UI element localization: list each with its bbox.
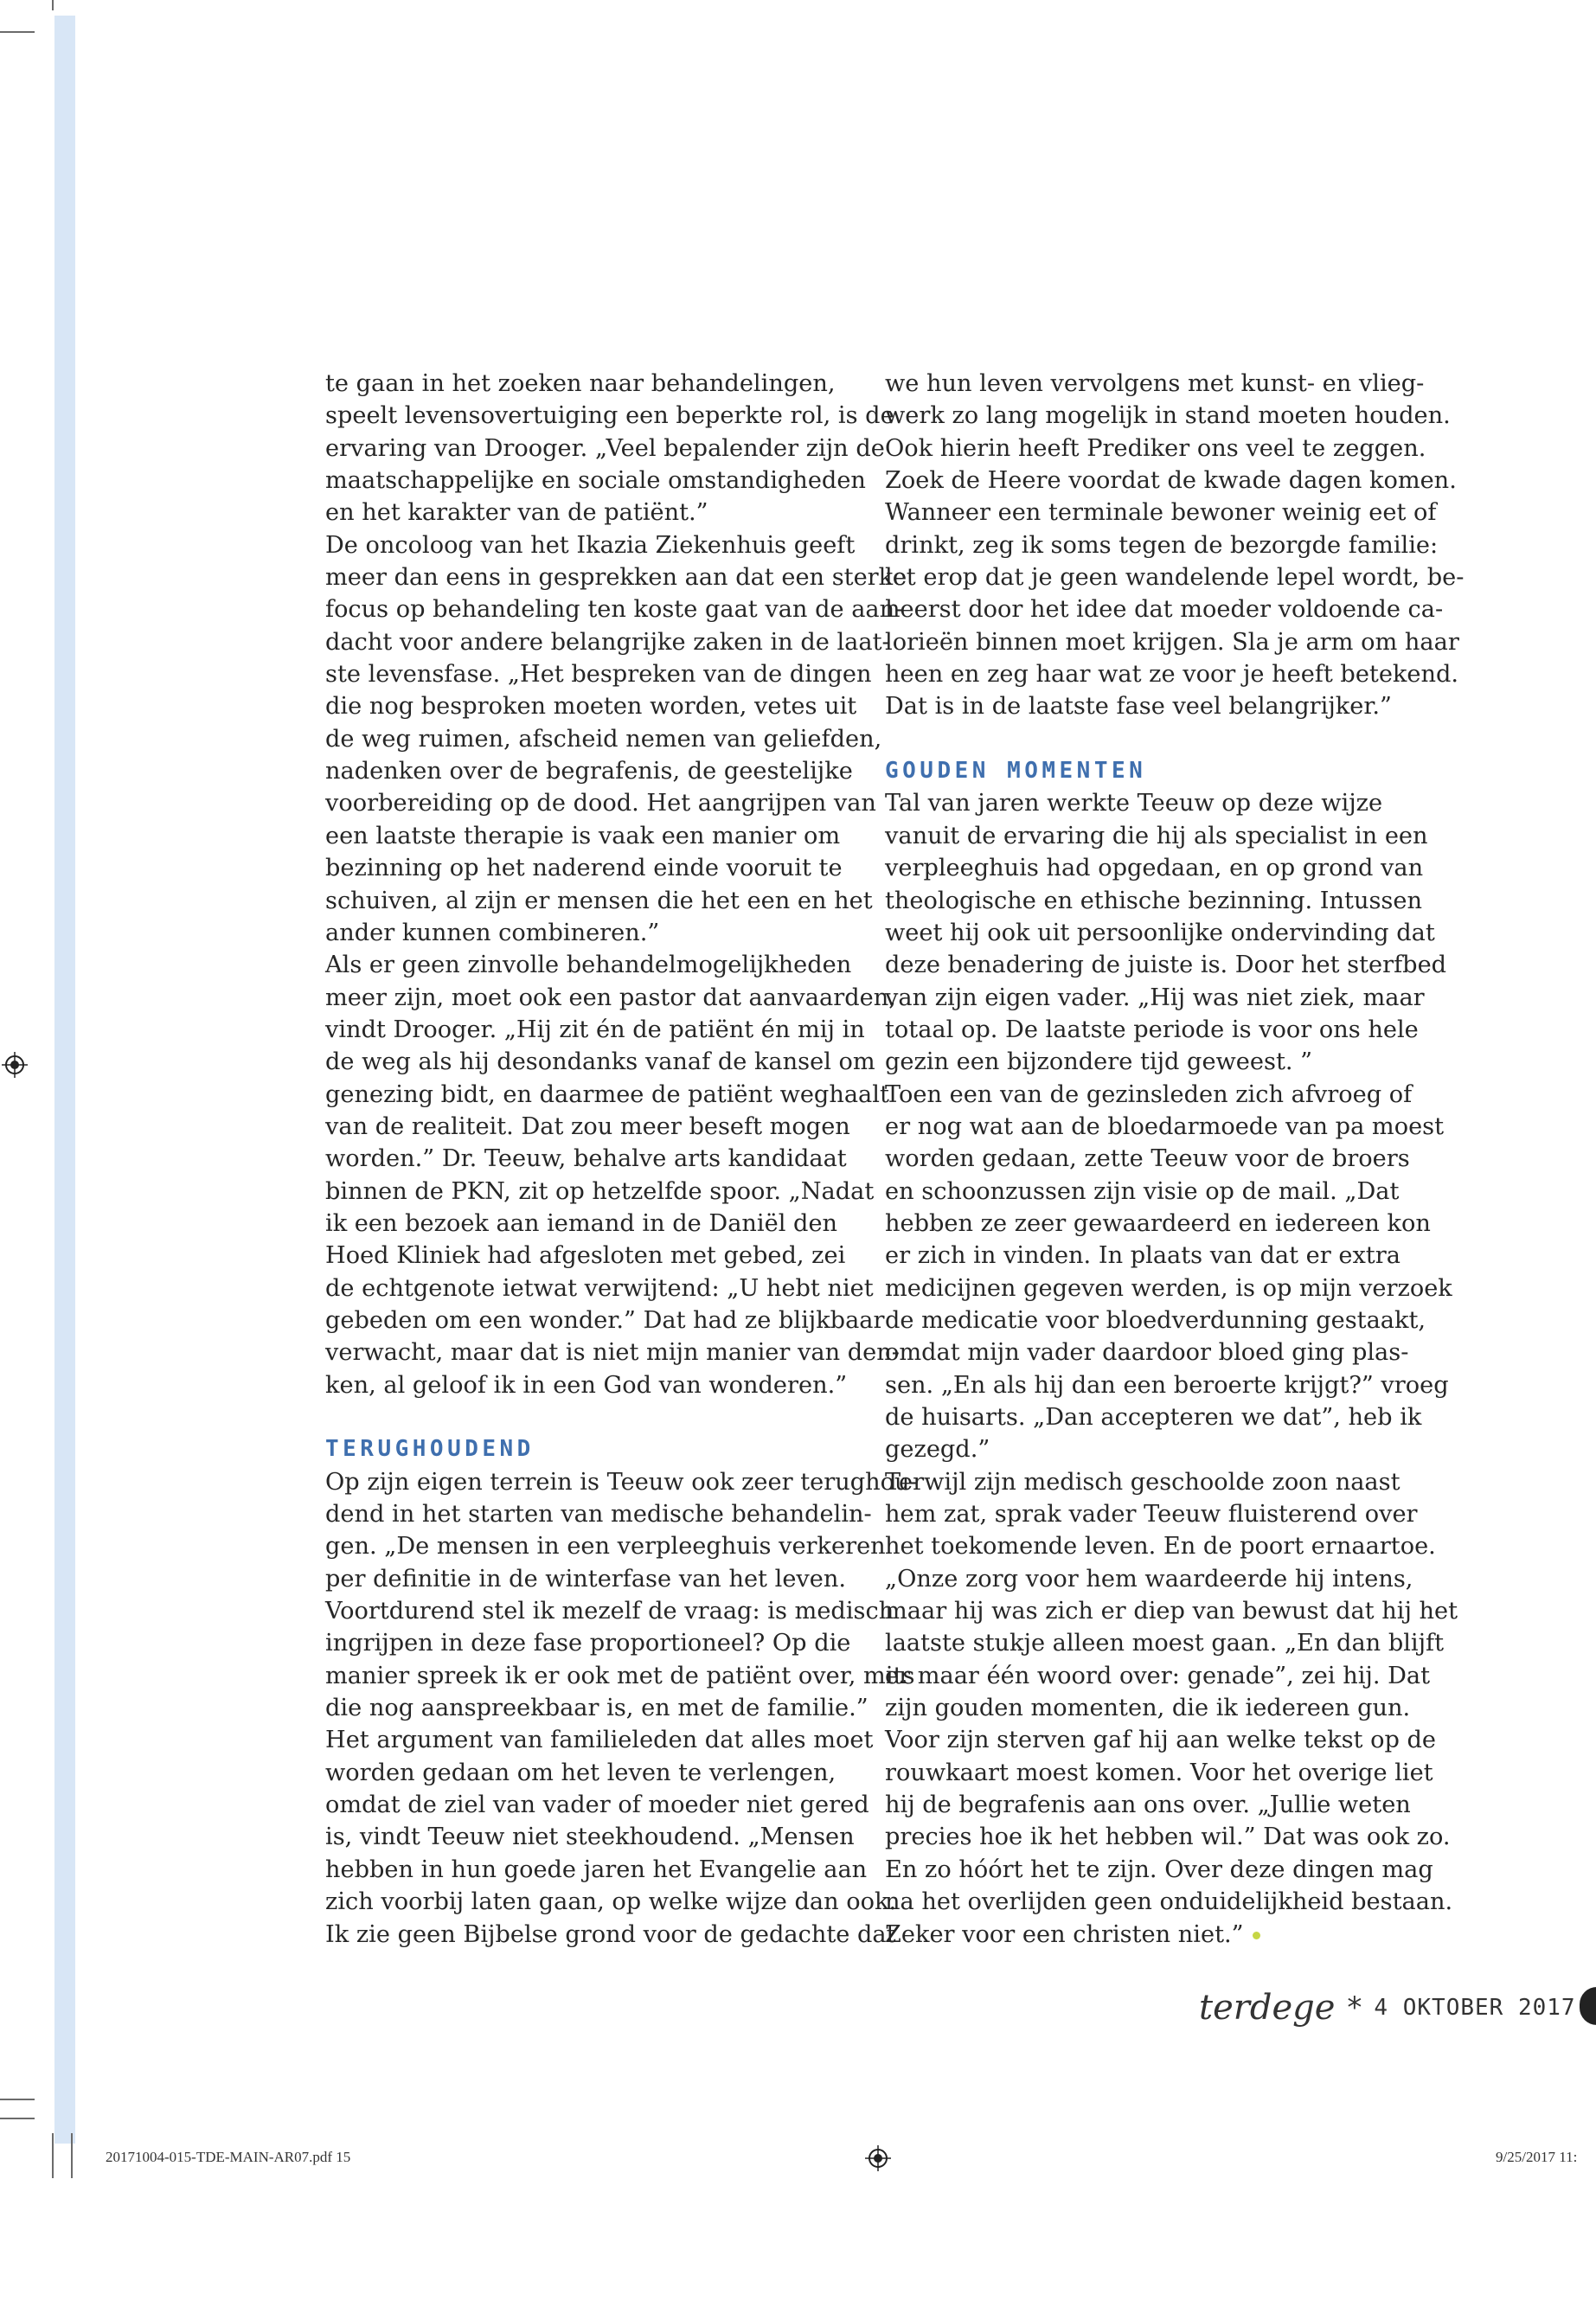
text-line: meer dan eens in gesprekken aan dat een sterke (325, 564, 907, 592)
text-line: Tal van jaren werkte Teeuw op deze wijze (885, 790, 1383, 817)
text-line: voorbereiding op de dood. Het aangrijpen van (325, 790, 876, 817)
text-line: de echtgenote ietwat verwijtend: „U hebt niet (325, 1274, 874, 1302)
text-line: die nog besproken moeten worden, vetes uit (325, 693, 857, 721)
text-line: weet hij ook uit persoonlijke ondervinding dat (885, 919, 1435, 946)
text-line: vindt Drooger. „Hij zit én de patiënt én mij in (325, 1016, 865, 1043)
text-line: bezinning op het naderend einde vooruit te (325, 855, 843, 882)
text-line: precies hoe ik het hebben wil.” Dat was ook zo. (885, 1823, 1451, 1851)
text-line: lorieën binnen moet krijgen. Sla je arm om haar (885, 628, 1459, 656)
text-line: de weg als hij desondanks vanaf de kansel om (325, 1048, 875, 1076)
text-line: Hoed Kliniek had afgesloten met gebed, zei (325, 1242, 846, 1270)
text-line: een laatste therapie is vaak een manier om (325, 822, 841, 849)
text-line: en schoonzussen zijn visie op de mail. „Dat (885, 1177, 1400, 1205)
text-line: De oncoloog van het Ikazia Ziekenhuis geeft (325, 531, 856, 559)
text-line: Voor zijn sterven gaf hij aan welke tekst op de (885, 1727, 1437, 1754)
text-line: ervaring van Drooger. „Veel bepalender zijn de (325, 434, 885, 462)
text-line: worden gedaan om het leven te verlengen, (325, 1759, 836, 1786)
crop-mark (52, 0, 54, 10)
text-line: omdat mijn vader daardoor bloed ging plas- (885, 1339, 1409, 1367)
print-slug-timestamp: 9/25/2017 11: (1496, 2149, 1578, 2165)
text-line: gezin een bijzondere tijd geweest. ” (885, 1048, 1313, 1076)
text-line: Op zijn eigen terrein is Teeuw ook zeer terughou- (325, 1468, 918, 1496)
text-line: hij de begrafenis aan ons over. „Jullie weten (885, 1791, 1411, 1819)
text-line: theologische en ethische bezinning. Intussen (885, 887, 1422, 914)
page-number-tab (1580, 1987, 1596, 2025)
crop-mark (52, 2133, 54, 2178)
text-line: Als er geen zinvolle behandelmogelijkheden (325, 952, 852, 979)
text-line: worden gedaan, zette Teeuw voor de broers (885, 1145, 1410, 1173)
text-line: let erop dat je geen wandelende lepel wordt, be- (885, 564, 1465, 592)
page-footer (1199, 1986, 1576, 2029)
paragraph-block (885, 368, 1465, 723)
text-line: manier spreek ik er ook met de patiënt over, mits (325, 1662, 915, 1689)
text-line: deze benadering de juiste is. Door het sterfbed (885, 952, 1447, 979)
text-line: speelt levensovertuiging een beperkte rol, is de (325, 402, 894, 430)
text-line: drinkt, zeg ik soms tegen de bezorgde familie: (885, 531, 1439, 559)
text-line: ingrijpen in deze fase proportioneel? Op die (325, 1630, 851, 1657)
text-line: Terwijl zijn medisch geschoolde zoon naast (885, 1468, 1401, 1496)
text-line: nadenken over de begrafenis, de geestelijke (325, 758, 853, 785)
text-line: zijn gouden momenten, die ik iedereen gun. (885, 1695, 1411, 1722)
text-line: En zo hóórt het te zijn. Over deze dingen mag (885, 1856, 1433, 1883)
text-line: hebben ze zeer gewaardeerd en iedereen kon (885, 1209, 1431, 1237)
text-line: hebben in hun goede jaren het Evangelie aan (325, 1856, 868, 1883)
issue-date: 4 OKTOBER 2017 (1374, 1995, 1576, 2021)
side-color-strip (54, 16, 75, 2144)
text-line: Voortdurend stel ik mezelf de vraag: is medisch (325, 1598, 894, 1625)
separator-star-icon: * (1347, 1990, 1362, 2025)
text-line: ste levensfase. „Het bespreken van de dingen (325, 661, 872, 689)
article-column-left (325, 368, 918, 1951)
text-line: genezing bidt, en daarmee de patiënt weghaalt (325, 1080, 889, 1108)
magazine-logo: terdege (1199, 1988, 1336, 2028)
text-line: maar hij was zich er diep van bewust dat hij het (885, 1598, 1458, 1625)
text-line: van zijn eigen vader. „Hij was niet ziek, maar (885, 984, 1425, 1011)
text-line: er zich in vinden. In plaats van dat er extra (885, 1242, 1401, 1270)
text-line: dend in het starten van medische behandelin- (325, 1501, 872, 1529)
text-line: de weg ruimen, afscheid nemen van geliefden, (325, 725, 882, 753)
text-line: verwacht, maar dat is niet mijn manier van den- (325, 1339, 900, 1367)
text-line: medicijnen gegeven werden, is op mijn verzoek (885, 1274, 1452, 1302)
text-line: vanuit de ervaring die hij als specialist in een (885, 822, 1428, 849)
text-line: Toen een van de gezinsleden zich afvroeg of (885, 1080, 1413, 1108)
text-line: rouwkaart moest komen. Voor het overige liet (885, 1759, 1433, 1786)
text-line: Dat is in de laatste fase veel belangrijker.” (885, 693, 1392, 721)
text-line: gezegd.” (885, 1436, 990, 1464)
text-line: omdat de ziel van vader of moeder niet gered (325, 1791, 869, 1819)
text-line: is, vindt Teeuw niet steekhoudend. „Mensen (325, 1823, 855, 1851)
paragraph-block (325, 1466, 918, 1951)
text-line: er maar één woord over: genade”, zei hij. Dat (885, 1662, 1431, 1689)
text-line: maatschappelijke en sociale omstandigheden (325, 467, 866, 495)
text-line: sen. „En als hij dan een beroerte krijgt?” vroeg (885, 1371, 1449, 1399)
text-line: er nog wat aan de bloedarmoede van pa moest (885, 1112, 1445, 1140)
crop-mark (0, 2118, 35, 2119)
text-line: Zoek de Heere voordat de kwade dagen komen. (885, 467, 1457, 495)
text-line: Ook hierin heeft Prediker ons veel te zeggen. (885, 434, 1426, 462)
text-line: meer zijn, moet ook een pastor dat aanvaarden, (325, 984, 896, 1011)
text-line: heen en zeg haar wat ze voor je heeft betekend. (885, 661, 1459, 689)
text-line: de medicatie voor bloedverdunning gestaakt, (885, 1306, 1426, 1334)
text-line: laatste stukje alleen moest gaan. „En dan blijft (885, 1630, 1445, 1657)
text-line: Wanneer een terminale bewoner weinig eet of (885, 499, 1437, 527)
text-line: die nog aanspreekbaar is, en met de familie.” (325, 1695, 869, 1722)
text-line: hem zat, sprak vader Teeuw fluisterend over (885, 1501, 1418, 1529)
crop-mark (0, 2099, 35, 2100)
text-line: ken, al geloof ik in een God van wonderen.” (325, 1371, 848, 1399)
text-line: heerst door het idee dat moeder voldoende ca- (885, 596, 1444, 624)
text-line: en het karakter van de patiënt.” (325, 499, 708, 527)
article-column-right (885, 368, 1465, 1951)
text-line: schuiven, al zijn er mensen die het een en het (325, 887, 873, 914)
text-line: binnen de PKN, zit op hetzelfde spoor. „Nadat (325, 1177, 875, 1205)
text-line: Ik zie geen Bijbelse grond voor de gedachte dat (325, 1920, 896, 1948)
end-of-article-dot-icon (1253, 1932, 1260, 1939)
text-line: gebeden om een wonder.” Dat had ze blijkbaar (325, 1306, 885, 1334)
text-line: het toekomende leven. En de poort ernaartoe. (885, 1533, 1436, 1561)
registration-mark-icon (2, 1052, 28, 1078)
text-line: ander kunnen combineren.” (325, 919, 660, 946)
text-line: Zeker voor een christen niet.” (885, 1919, 1426, 1951)
section-heading-gouden-momenten: GOUDEN MOMENTEN (885, 758, 1147, 785)
text-line: van de realiteit. Dat zou meer beseft mogen (325, 1112, 850, 1140)
text-line: totaal op. De laatste periode is voor ons hele (885, 1016, 1419, 1043)
paragraph-block (325, 368, 907, 1401)
registration-mark-icon (865, 2145, 891, 2171)
section-heading-terughoudend: TERUGHOUDEND (325, 1436, 535, 1463)
crop-mark (0, 31, 35, 33)
text-line: per definitie in de winterfase van het leven. (325, 1565, 847, 1593)
text-line: focus op behandeling ten koste gaat van de aan- (325, 596, 903, 624)
text-line: na het overlijden geen onduidelijkheid bestaan. (885, 1888, 1453, 1916)
text-line: „Onze zorg voor hem waardeerde hij intens, (885, 1565, 1413, 1593)
text-line: de huisarts. „Dan accepteren we dat”, heb ik (885, 1404, 1422, 1431)
text-line: zich voorbij laten gaan, op welke wijze dan ook. (325, 1888, 897, 1916)
text-line: worden.” Dr. Teeuw, behalve arts kandidaat (325, 1145, 847, 1173)
text-line: ik een bezoek aan iemand in de Daniël den (325, 1209, 838, 1237)
print-slug-file: 20171004-015-TDE-MAIN-AR07.pdf 15 (106, 2149, 351, 2165)
paragraph-block (885, 787, 1458, 1950)
text-line: Het argument van familieleden dat alles moet (325, 1727, 874, 1754)
crop-mark (71, 2133, 73, 2178)
text-line: werk zo lang mogelijk in stand moeten houden. (885, 402, 1451, 430)
text-line: te gaan in het zoeken naar behandelingen, (325, 370, 836, 397)
text-line: we hun leven vervolgens met kunst- en vlieg- (885, 370, 1425, 397)
text-line: dacht voor andere belangrijke zaken in de laat- (325, 628, 890, 656)
text-line: gen. „De mensen in een verpleeghuis verkeren (325, 1533, 886, 1561)
text-line: verpleeghuis had opgedaan, en op grond van (885, 855, 1424, 882)
